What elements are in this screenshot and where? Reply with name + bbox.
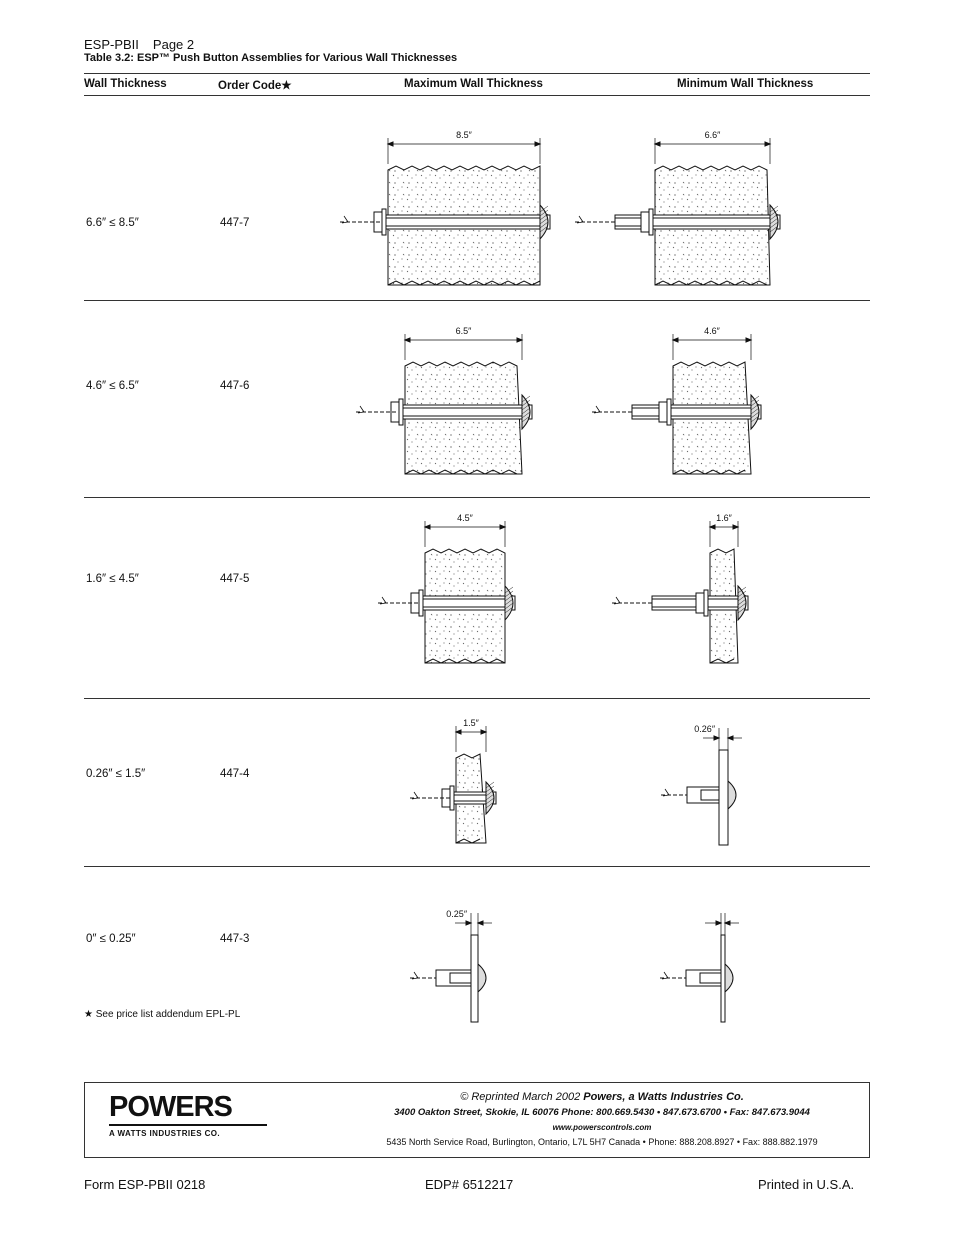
contact-box bbox=[84, 1082, 870, 1158]
min-wall-drawing-447-5 bbox=[612, 521, 748, 663]
row-order-code: 447-3 bbox=[220, 933, 250, 945]
dimension-label: 4.5″ bbox=[457, 513, 473, 523]
table-title: Table 3.2: ESP™ Push Button Assemblies for Various Wall Thicknesses bbox=[84, 52, 458, 64]
dimension-label: 8.5″ bbox=[456, 130, 472, 140]
max-wall-drawing-447-5 bbox=[378, 521, 515, 663]
min-wall-drawing-447-3 bbox=[660, 913, 739, 1022]
logo-wordmark: POWERS bbox=[109, 1091, 232, 1123]
website-link[interactable]: www.powerscontrols.com bbox=[552, 1123, 652, 1132]
row-order-code: 447-6 bbox=[220, 380, 250, 392]
page-label: Page 2 bbox=[152, 37, 195, 52]
logo-bar bbox=[109, 1124, 267, 1126]
dimension-label: 6.5″ bbox=[455, 326, 472, 336]
col-header-order-code: Order Code★ bbox=[218, 80, 292, 92]
doc-id: ESP-PBII bbox=[84, 37, 139, 52]
dimension-label: 0.26″ bbox=[694, 724, 715, 734]
footnote: ★ See price list addendum EPL-PL bbox=[84, 1009, 241, 1020]
row-order-code: 447-7 bbox=[220, 217, 250, 229]
col-header-max-wall: Maximum Wall Thickness bbox=[404, 78, 543, 90]
dimension-label: 6.6″ bbox=[704, 130, 721, 140]
dimension-label: 1.5″ bbox=[463, 718, 479, 728]
logo-subtitle: A WATTS INDUSTRIES CO. bbox=[109, 1129, 221, 1138]
max-wall-drawing-447-3 bbox=[410, 913, 492, 1022]
col-header-wall-thickness: Wall Thickness bbox=[84, 78, 167, 90]
min-wall-drawing-447-4 bbox=[661, 728, 742, 845]
min-wall-drawing-447-7 bbox=[575, 138, 780, 285]
dimension-label: 0.25″ bbox=[446, 909, 467, 919]
row-order-code: 447-5 bbox=[220, 573, 250, 585]
printed-in: Printed in U.S.A. bbox=[758, 1177, 855, 1192]
min-wall-drawing-447-6 bbox=[592, 334, 761, 474]
form-number: Form ESP-PBII 0218 bbox=[84, 1177, 206, 1192]
powers-logo bbox=[109, 1093, 267, 1138]
row-order-code: 447-4 bbox=[220, 768, 250, 780]
row-wall-thickness: 0.26″ ≤ 1.5″ bbox=[86, 768, 146, 780]
max-wall-drawing-447-7 bbox=[340, 138, 550, 285]
dimension-label: 4.6″ bbox=[704, 326, 720, 336]
row-wall-thickness: 1.6″ ≤ 4.5″ bbox=[86, 573, 139, 585]
max-wall-drawing-447-6 bbox=[356, 334, 532, 474]
edp-number: EDP# 6512217 bbox=[425, 1177, 514, 1192]
row-wall-thickness: 0″ ≤ 0.25″ bbox=[86, 933, 136, 945]
dimension-label: 1.6″ bbox=[716, 513, 732, 523]
max-wall-drawing-447-4 bbox=[410, 726, 496, 843]
col-header-min-wall: Minimum Wall Thickness bbox=[677, 78, 814, 90]
row-wall-thickness: 4.6″ ≤ 6.5″ bbox=[86, 380, 139, 392]
reprint-prefix: © Reprinted March 2002 bbox=[460, 1091, 584, 1103]
us-address: 3400 Oakton Street, Skokie, IL 60076 Phone: 800.669.5430 • 847.673.6700 • Fax: 847.673.9044 bbox=[394, 1107, 810, 1118]
company-name: Powers, a Watts Industries Co. bbox=[583, 1091, 744, 1103]
reprint-line bbox=[335, 1091, 869, 1103]
canada-address: 5435 North Service Road, Burlington, Ontario, L7L 5H7 Canada • Phone: 888.208.8927 • Fax: 888.882.1979 bbox=[386, 1137, 818, 1147]
row-wall-thickness: 6.6″ ≤ 8.5″ bbox=[86, 217, 139, 229]
